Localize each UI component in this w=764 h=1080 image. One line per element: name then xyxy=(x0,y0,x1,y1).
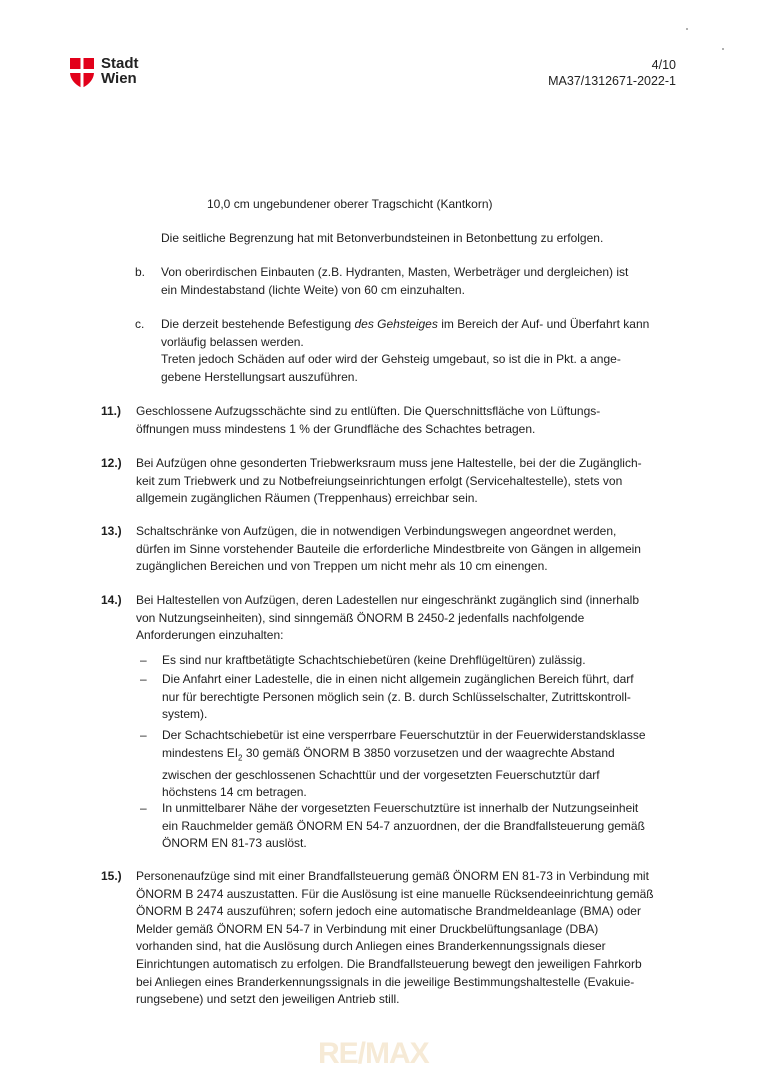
text-line: Die seitliche Begrenzung hat mit Betonverbundsteinen in Betonbettung zu erfolgen. xyxy=(161,231,604,245)
text-line: Der Schachtschiebetür ist eine versperrbare Feuerschutztür in der Feuerwiderstandsklasse xyxy=(162,728,646,742)
vienna-shield-icon xyxy=(70,58,94,88)
text-line: In unmittelbarer Nähe der vorgesetzten Feuerschutztüre ist innerhalb der Nutzungseinheit xyxy=(162,801,639,815)
bullet-2 xyxy=(162,671,634,724)
text-line: ÖNORM EN 81-73 auslöst. xyxy=(162,836,307,851)
bullet-1 xyxy=(162,652,586,670)
page-number: 4/10 xyxy=(651,58,676,72)
text-line: Die Anfahrt einer Ladestelle, die in einen nicht allgemein zugänglichen Bereich führt, darf xyxy=(162,672,634,686)
text-line: allgemein zugänglichen Räumen (Treppenhaus) erreichbar sein. xyxy=(136,491,478,506)
paragraph-14 xyxy=(136,592,639,645)
text-line: Geschlossene Aufzugsschächte sind zu entlüften. Die Querschnittsfläche von Lüftungs- xyxy=(136,404,601,418)
paragraph-12 xyxy=(136,455,642,508)
text-line: höchstens 14 cm betragen. xyxy=(162,785,307,800)
paragraph-11 xyxy=(136,403,600,438)
text-line: ÖNORM B 2474 auszustatten. Für die Auslösung ist eine manuelle Rücksendeeinrichtung gemäß xyxy=(136,886,654,901)
text-span: mindestens EI xyxy=(162,745,239,760)
dash-bullet: – xyxy=(140,653,147,667)
text-line xyxy=(161,316,649,334)
list-label: b. xyxy=(135,265,146,279)
text-line: gebene Herstellungsart auszuführen. xyxy=(161,369,358,384)
text-line: Bei Aufzügen ohne gesonderten Triebwerksraum muss jene Haltestelle, bei der die Zugänglich- xyxy=(136,456,642,470)
text-span: im Bereich der Auf- und Überfahrt kann xyxy=(437,317,650,331)
item-number: 14.) xyxy=(101,593,122,607)
paragraph-c xyxy=(161,316,649,386)
dash-bullet: – xyxy=(140,672,147,686)
text-line: 10,0 cm ungebundener oberer Tragschicht (Kantkorn) xyxy=(207,197,493,211)
list-label: c. xyxy=(135,317,145,331)
reference-number: MA37/1312671-2022-1 xyxy=(548,74,676,88)
text-line: vorläufig belassen werden. xyxy=(161,334,304,349)
text-line: öffnungen muss mindestens 1 % der Grundfläche des Schachtes betragen. xyxy=(136,421,536,436)
logo-line-1: Stadt xyxy=(101,55,139,72)
text-line: Einrichtungen automatisch zu erfolgen. Die Brandfallsteuerung bewegt den jeweiligen Fahrkorb xyxy=(136,956,642,971)
italic-span: des Gehsteiges xyxy=(354,317,438,331)
text-line: Es sind nur kraftbetätigte Schachtschiebetüren (keine Drehflügeltüren) zulässig. xyxy=(162,653,586,667)
text-line: Melder gemäß ÖNORM EN 54-7 in Verbindung mit einer Druckbelüftungsanlage (DBA) xyxy=(136,921,599,936)
text-line: zwischen der geschlossenen Schachttür und der vorgesetzten Feuerschutztür darf xyxy=(162,767,600,782)
item-number: 12.) xyxy=(101,456,122,470)
dash-bullet: – xyxy=(140,728,147,742)
paragraph-b xyxy=(161,264,628,299)
scan-speck xyxy=(722,48,724,50)
dash-bullet: – xyxy=(140,801,147,815)
bullet-4 xyxy=(162,800,645,853)
subscript: 2 xyxy=(238,752,243,762)
text-span: 30 gemäß ÖNORM B 3850 vorzusetzen und der waagrechte Abstand xyxy=(242,745,615,760)
text-line xyxy=(162,745,646,767)
text-line: ein Mindestabstand (lichte Weite) von 60 cm einzuhalten. xyxy=(161,282,465,297)
text-line: vorhanden sind, hat die Auslösung durch Anliegen eines Branderkennungssignals dieser xyxy=(136,939,606,954)
text-line: zugänglichen Bereichen und von Treppen um nicht mehr als 10 cm einengen. xyxy=(136,559,548,574)
text-line: dürfen im Sinne vorstehender Bauteile die erforderliche Mindestbreite von Gängen in allgemein xyxy=(136,541,641,556)
text-line: Schaltschränke von Aufzügen, die in notwendigen Verbindungswegen angeordnet werden, xyxy=(136,524,617,538)
text-line: nur für berechtigte Personen möglich sein (z. B. durch Schlüsselschalter, Zutrittskontroll- xyxy=(162,689,631,704)
paragraph-13 xyxy=(136,523,641,576)
text-line: Treten jedoch Schäden auf oder wird der Gehsteig umgebaut, so ist die in Pkt. a ange- xyxy=(161,352,621,367)
logo-line-2: Wien xyxy=(101,70,137,87)
text-line: Von oberirdischen Einbauten (z.B. Hydranten, Masten, Werbeträger und dergleichen) ist xyxy=(161,265,629,279)
text-line: keit zum Triebwerk und zu Notbefreiungseinrichtungen erfolgt (Servicehaltestelle), stets von xyxy=(136,473,623,488)
text-line: Personenaufzüge sind mit einer Brandfallsteuerung gemäß ÖNORM EN 81-73 in Verbindung mit xyxy=(136,869,649,883)
text-line: bei Anliegen eines Branderkennungssignals in die jeweilige Bestimmungshaltestelle (Evakuie- xyxy=(136,974,635,989)
item-number: 11.) xyxy=(101,404,122,418)
text-line: system). xyxy=(162,707,208,722)
text-line: von Nutzungseinheiten), sind sinngemäß ÖNORM B 2450-2 jedenfalls nachfolgende xyxy=(136,610,585,625)
item-number: 13.) xyxy=(101,524,122,538)
bullet-3 xyxy=(162,727,646,802)
remax-watermark: RE/MAX xyxy=(318,1037,429,1070)
item-number: 15.) xyxy=(101,869,122,883)
text-line: rungsebene) und setzt den jeweiligen Antrieb still. xyxy=(136,992,400,1007)
text-line: ÖNORM B 2474 auszuführen; sofern jedoch eine automatische Brandmeldeanlage (BMA) oder xyxy=(136,904,641,919)
text-line: ein Rauchmelder gemäß ÖNORM EN 54-7 anzuordnen, der die Brandfallsteuerung gemäß xyxy=(162,818,645,833)
text-line: Anforderungen einzuhalten: xyxy=(136,628,284,643)
header-meta xyxy=(548,57,676,89)
logo-text xyxy=(101,56,139,86)
text-span: Die derzeit bestehende Befestigung xyxy=(161,317,355,331)
scan-speck xyxy=(686,28,688,30)
text-line: Bei Haltestellen von Aufzügen, deren Ladestellen nur eingeschränkt zugänglich sind (innerhalb xyxy=(136,593,639,607)
paragraph-15 xyxy=(136,868,654,1009)
